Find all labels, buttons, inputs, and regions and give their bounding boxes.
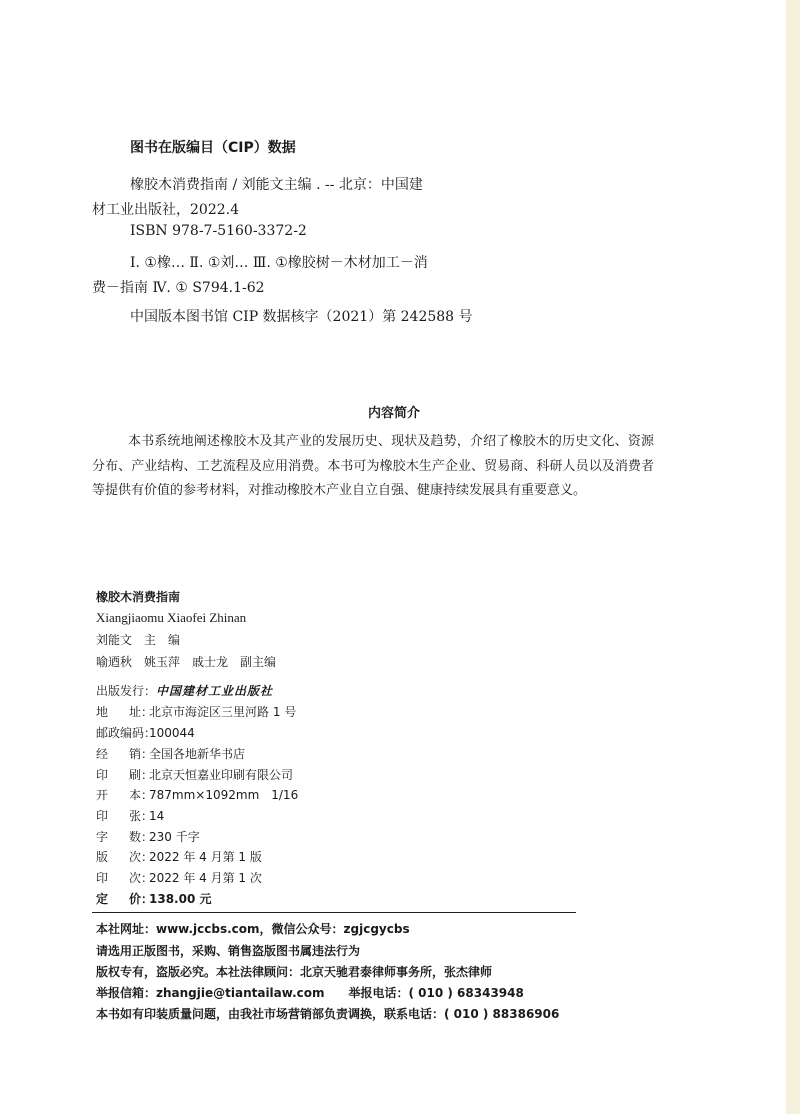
- words-label-b: 数：: [129, 830, 154, 844]
- sheets-label-b: 张：: [129, 809, 154, 823]
- publisher-label: 出版发行：: [96, 684, 157, 698]
- edition-label-a: 版: [96, 850, 109, 864]
- edition-value: 2022 年 4 月第 1 版: [149, 850, 262, 864]
- address-row: [96, 703, 296, 720]
- cip-line-5: 费－指南 Ⅳ. ① S794.1-62: [92, 280, 265, 296]
- page-edge-strip: [786, 0, 800, 1114]
- book-title: 橡胶木消费指南: [96, 590, 181, 604]
- footer-report: 举报信箱：zhangjie@tiantailaw.com 举报电话：( 010 ) 68343948: [96, 986, 524, 1000]
- distributor-label-a: 经: [96, 747, 109, 761]
- cip-line-6: 中国版本图书馆 CIP 数据核字（2021）第 242588 号: [130, 309, 473, 325]
- cip-line-4: Ⅰ. ①橡… Ⅱ. ①刘… Ⅲ. ①橡胶树－木材加工－消: [130, 255, 428, 271]
- words-label-a: 字: [96, 830, 109, 844]
- sheets-value: 14: [149, 809, 165, 823]
- price-row: [96, 890, 212, 907]
- impression-label-b: 次：: [129, 871, 154, 885]
- sheets-label-a: 印: [96, 809, 109, 823]
- words-value: 230 千字: [149, 830, 200, 844]
- price-label-b: 价：: [129, 892, 154, 906]
- format-value: 787mm×1092mm 1/16: [149, 788, 299, 802]
- sheets-row: [96, 807, 164, 824]
- footer-quality: 本书如有印装质量问题，由我社市场营销部负责调换，联系电话：( 010 ) 88386906: [96, 1007, 560, 1021]
- summary-text: 本书系统地阐述橡胶木及其产业的发展历史、现状及趋势，介绍了橡胶木的历史文化、资源分布、产业结构、工艺流程及应用消费。本书可为橡胶木生产企业、贸易商、科研人员以及消费者等提供有价值的参考材料，对推动橡胶木产业自立自强、健康持续发展具有重要意义。: [92, 434, 654, 498]
- book-editor: 刘能文 主 编: [96, 633, 181, 647]
- impression-label-a: 印: [96, 871, 109, 885]
- publisher-row: [96, 682, 273, 699]
- footer-piracy-notice: 请选用正版图书，采购、销售盗版图书属违法行为: [96, 944, 361, 958]
- format-row: [96, 786, 298, 803]
- book-deputy-editors: 喻迺秋 姚玉萍 戚士龙 副主编: [96, 655, 277, 669]
- postcode-value: 100044: [149, 726, 195, 740]
- words-row: [96, 828, 200, 845]
- summary-title: 内容简介: [368, 406, 421, 421]
- price-value: 138.00 元: [149, 892, 212, 906]
- footer-website: 本社网址：www.jccbs.com，微信公众号：zgjcgycbs: [96, 922, 410, 936]
- format-label-a: 开: [96, 788, 109, 802]
- cip-title: 图书在版编目（CIP）数据: [130, 140, 296, 156]
- book-pinyin: Xiangjiaomu Xiaofei Zhinan: [96, 610, 247, 625]
- format-label-b: 本：: [129, 788, 154, 802]
- address-label-a: 地: [96, 705, 109, 719]
- distributor-row: [96, 745, 245, 762]
- cip-line-1: 橡胶木消费指南 / 刘能文主编 . -- 北京：中国建: [130, 177, 423, 193]
- edition-label-b: 次：: [129, 850, 154, 864]
- address-label-b: 址：: [129, 705, 154, 719]
- distributor-value: 全国各地新华书店: [149, 747, 246, 761]
- printer-row: [96, 766, 293, 783]
- cip-line-2: 材工业出版社，2022.4: [92, 202, 239, 218]
- publisher-logo: 中国建材工业出版社: [156, 684, 274, 698]
- distributor-label-b: 销：: [129, 747, 154, 761]
- divider-rule: [92, 912, 576, 913]
- address-value: 北京市海淀区三里河路 1 号: [149, 705, 297, 719]
- cip-isbn: ISBN 978-7-5160-3372-2: [130, 223, 307, 239]
- impression-row: [96, 869, 262, 886]
- postcode-label: 邮政编码：: [96, 726, 157, 740]
- printer-value: 北京天恒嘉业印刷有限公司: [149, 768, 294, 782]
- printer-label-a: 印: [96, 768, 109, 782]
- edition-row: [96, 848, 262, 865]
- postcode-row: [96, 724, 195, 741]
- impression-value: 2022 年 4 月第 1 次: [149, 871, 262, 885]
- price-label-a: 定: [96, 892, 109, 906]
- printer-label-b: 刷：: [129, 768, 154, 782]
- footer-copyright: 版权专有，盗版必究。本社法律顾问：北京天驰君泰律师事务所，张杰律师: [96, 965, 493, 979]
